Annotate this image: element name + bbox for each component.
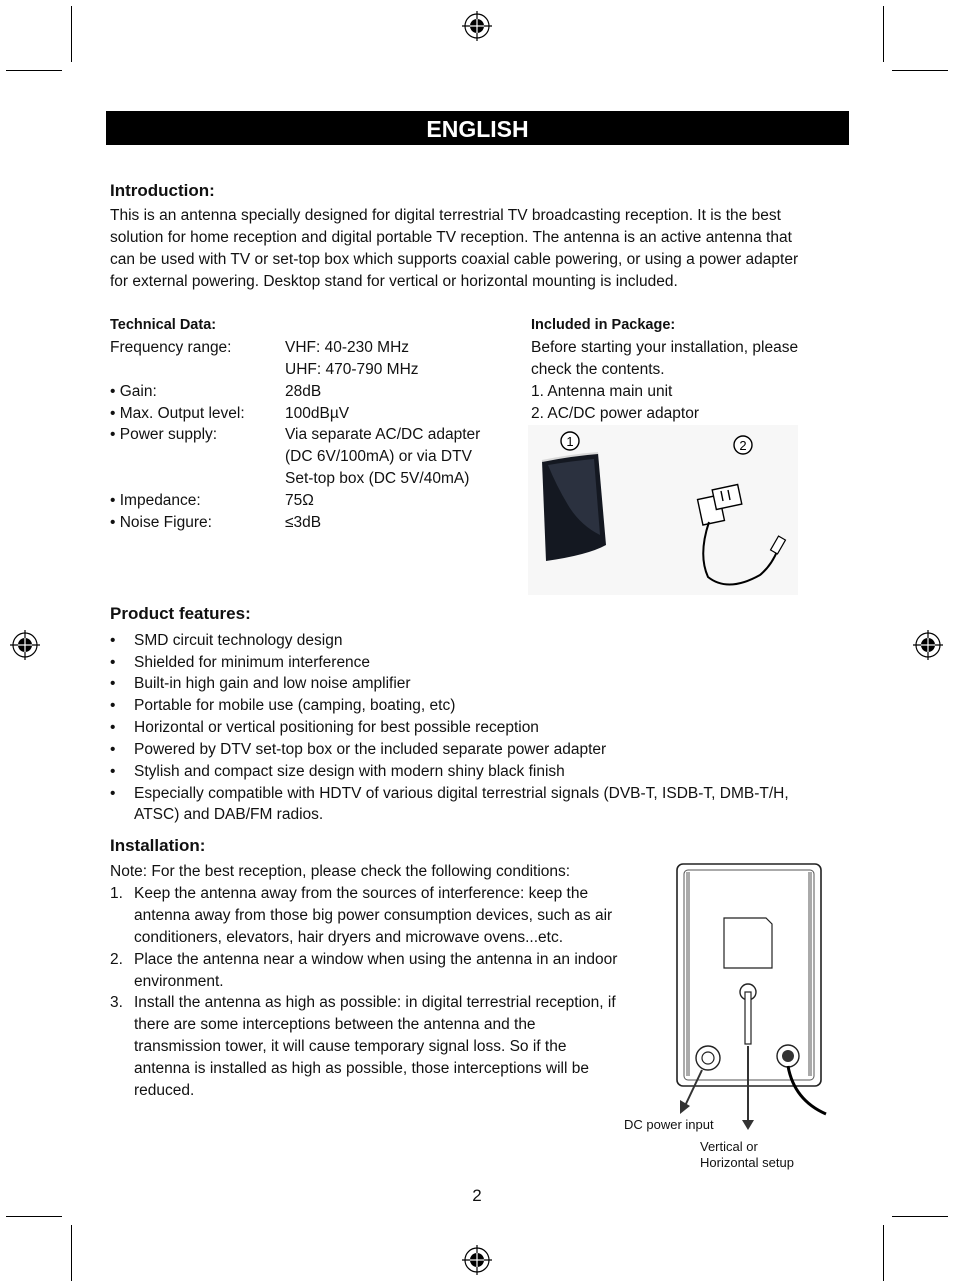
registration-mark-icon (913, 630, 943, 660)
list-bullet: • (110, 741, 116, 758)
tech-value: 28dB (285, 383, 322, 400)
list-item: Stylish and compact size design with modern shiny black finish (134, 763, 565, 780)
package-line: check the contents. (531, 361, 665, 378)
list-item: Built-in high gain and low noise amplifier (134, 675, 411, 692)
step-number: 2. (110, 951, 123, 968)
setup-label (700, 1139, 794, 1171)
intro-line: solution for home reception and digital portable TV reception. The antenna is an active antenna that (110, 229, 792, 246)
installation-note: Note: For the best reception, please check the following conditions: (110, 863, 571, 880)
crop-mark (71, 6, 72, 62)
tech-value: Via separate AC/DC adapter (285, 426, 481, 443)
crop-mark (883, 6, 884, 62)
package-list (531, 337, 831, 425)
list-bullet: • (110, 697, 116, 714)
intro-heading: Introduction: (110, 181, 215, 200)
step-text: there are some interceptions between the antenna and the (134, 1016, 536, 1033)
tech-label: Frequency range: (110, 339, 232, 356)
registration-mark-icon (462, 11, 492, 41)
list-item: Powered by DTV set-top box or the included separate power adapter (134, 741, 607, 758)
intro-line: for external powering. Desktop stand for vertical or horizontal mounting is included. (110, 273, 678, 290)
list-bullet: • (110, 632, 116, 649)
tech-value: Set-top box (DC 5V/40mA) (285, 470, 470, 487)
step-text: Place the antenna near a window when using the antenna in an indoor (134, 951, 618, 968)
tech-value: UHF: 470-790 MHz (285, 361, 419, 378)
tech-value: 100dBµV (285, 405, 350, 422)
step-text: transmission tower, it will cause temporary signal loss. So if the (134, 1038, 567, 1055)
tech-heading: Technical Data: (110, 317, 217, 333)
tech-label: • Impedance: (110, 492, 201, 509)
list-item: Shielded for minimum interference (134, 654, 371, 671)
page-number: 2 (472, 1186, 482, 1205)
setup-label-line: Vertical or (700, 1139, 758, 1154)
step-number: 3. (110, 994, 123, 1011)
features-heading: Product features: (110, 604, 251, 623)
intro-paragraph (110, 205, 850, 293)
step-text: Install the antenna as high as possible: in digital terrestrial reception, if (134, 994, 616, 1011)
list-item: Especially compatible with HDTV of various digital terrestrial signals (DVB-T, ISDB-T, DMB-T/H, (134, 785, 789, 802)
list-item: SMD circuit technology design (134, 632, 343, 649)
registration-mark-icon (10, 630, 40, 660)
intro-line: can be used with TV or set-top box which supports coaxial cable powering, or using a power adapter (110, 251, 799, 268)
step-text: conditioners, elevators, hair dryers and microwave ovens...etc. (134, 929, 564, 946)
intro-line: This is an antenna specially designed for digital terrestrial TV broadcasting reception. It is the best (110, 207, 781, 224)
step-number: 1. (110, 885, 123, 902)
package-heading: Included in Package: (531, 317, 676, 333)
antenna-back-diagram (670, 860, 830, 1130)
crop-mark (6, 1216, 62, 1217)
step-text: antenna away from those big power consumption devices, such as air (134, 907, 613, 924)
package-line: 2. AC/DC power adaptor (531, 405, 700, 422)
list-item: Portable for mobile use (camping, boating, etc) (134, 697, 456, 714)
package-contents-illustration (528, 425, 798, 595)
setup-label-line: Horizontal setup (700, 1155, 794, 1170)
dc-power-input-label: DC power input (624, 1117, 714, 1132)
list-bullet: • (110, 675, 116, 692)
list-bullet: • (110, 654, 116, 671)
crop-mark (71, 1225, 72, 1281)
package-line: Before starting your installation, please (531, 339, 799, 356)
list-bullet: • (110, 719, 116, 736)
tech-value: 75Ω (285, 492, 314, 509)
dc-power-jack-icon (696, 1046, 720, 1070)
tech-value: (DC 6V/100mA) or via DTV (285, 448, 472, 465)
antenna-unit-icon (542, 453, 606, 561)
language-banner: ENGLISH (106, 111, 849, 145)
tech-label: • Gain: (110, 383, 157, 400)
package-line: 1. Antenna main unit (531, 383, 673, 400)
crop-mark (883, 1225, 884, 1281)
registration-mark-icon (462, 1245, 492, 1275)
tech-label: • Noise Figure: (110, 514, 212, 531)
item-number-badge-text: 1 (566, 434, 574, 449)
crop-mark (892, 1216, 948, 1217)
list-item: ATSC) and DAB/FM radios. (134, 806, 324, 823)
list-item: Horizontal or vertical positioning for best possible reception (134, 719, 539, 736)
tech-label: • Max. Output level: (110, 405, 245, 422)
step-text: antenna is installed as high as possible, those interceptions will be (134, 1060, 589, 1077)
list-bullet: • (110, 785, 116, 802)
item-number-badge-text: 2 (739, 438, 747, 453)
tech-value: ≤3dB (285, 514, 322, 531)
installation-heading: Installation: (110, 836, 206, 855)
tech-label: • Power supply: (110, 426, 218, 443)
step-text: reduced. (134, 1082, 195, 1099)
step-text: environment. (134, 973, 224, 990)
crop-mark (892, 70, 948, 71)
crop-mark (6, 70, 62, 71)
step-text: Keep the antenna away from the sources of interference: keep the (134, 885, 589, 902)
tech-value: VHF: 40-230 MHz (285, 339, 410, 356)
list-bullet: • (110, 763, 116, 780)
